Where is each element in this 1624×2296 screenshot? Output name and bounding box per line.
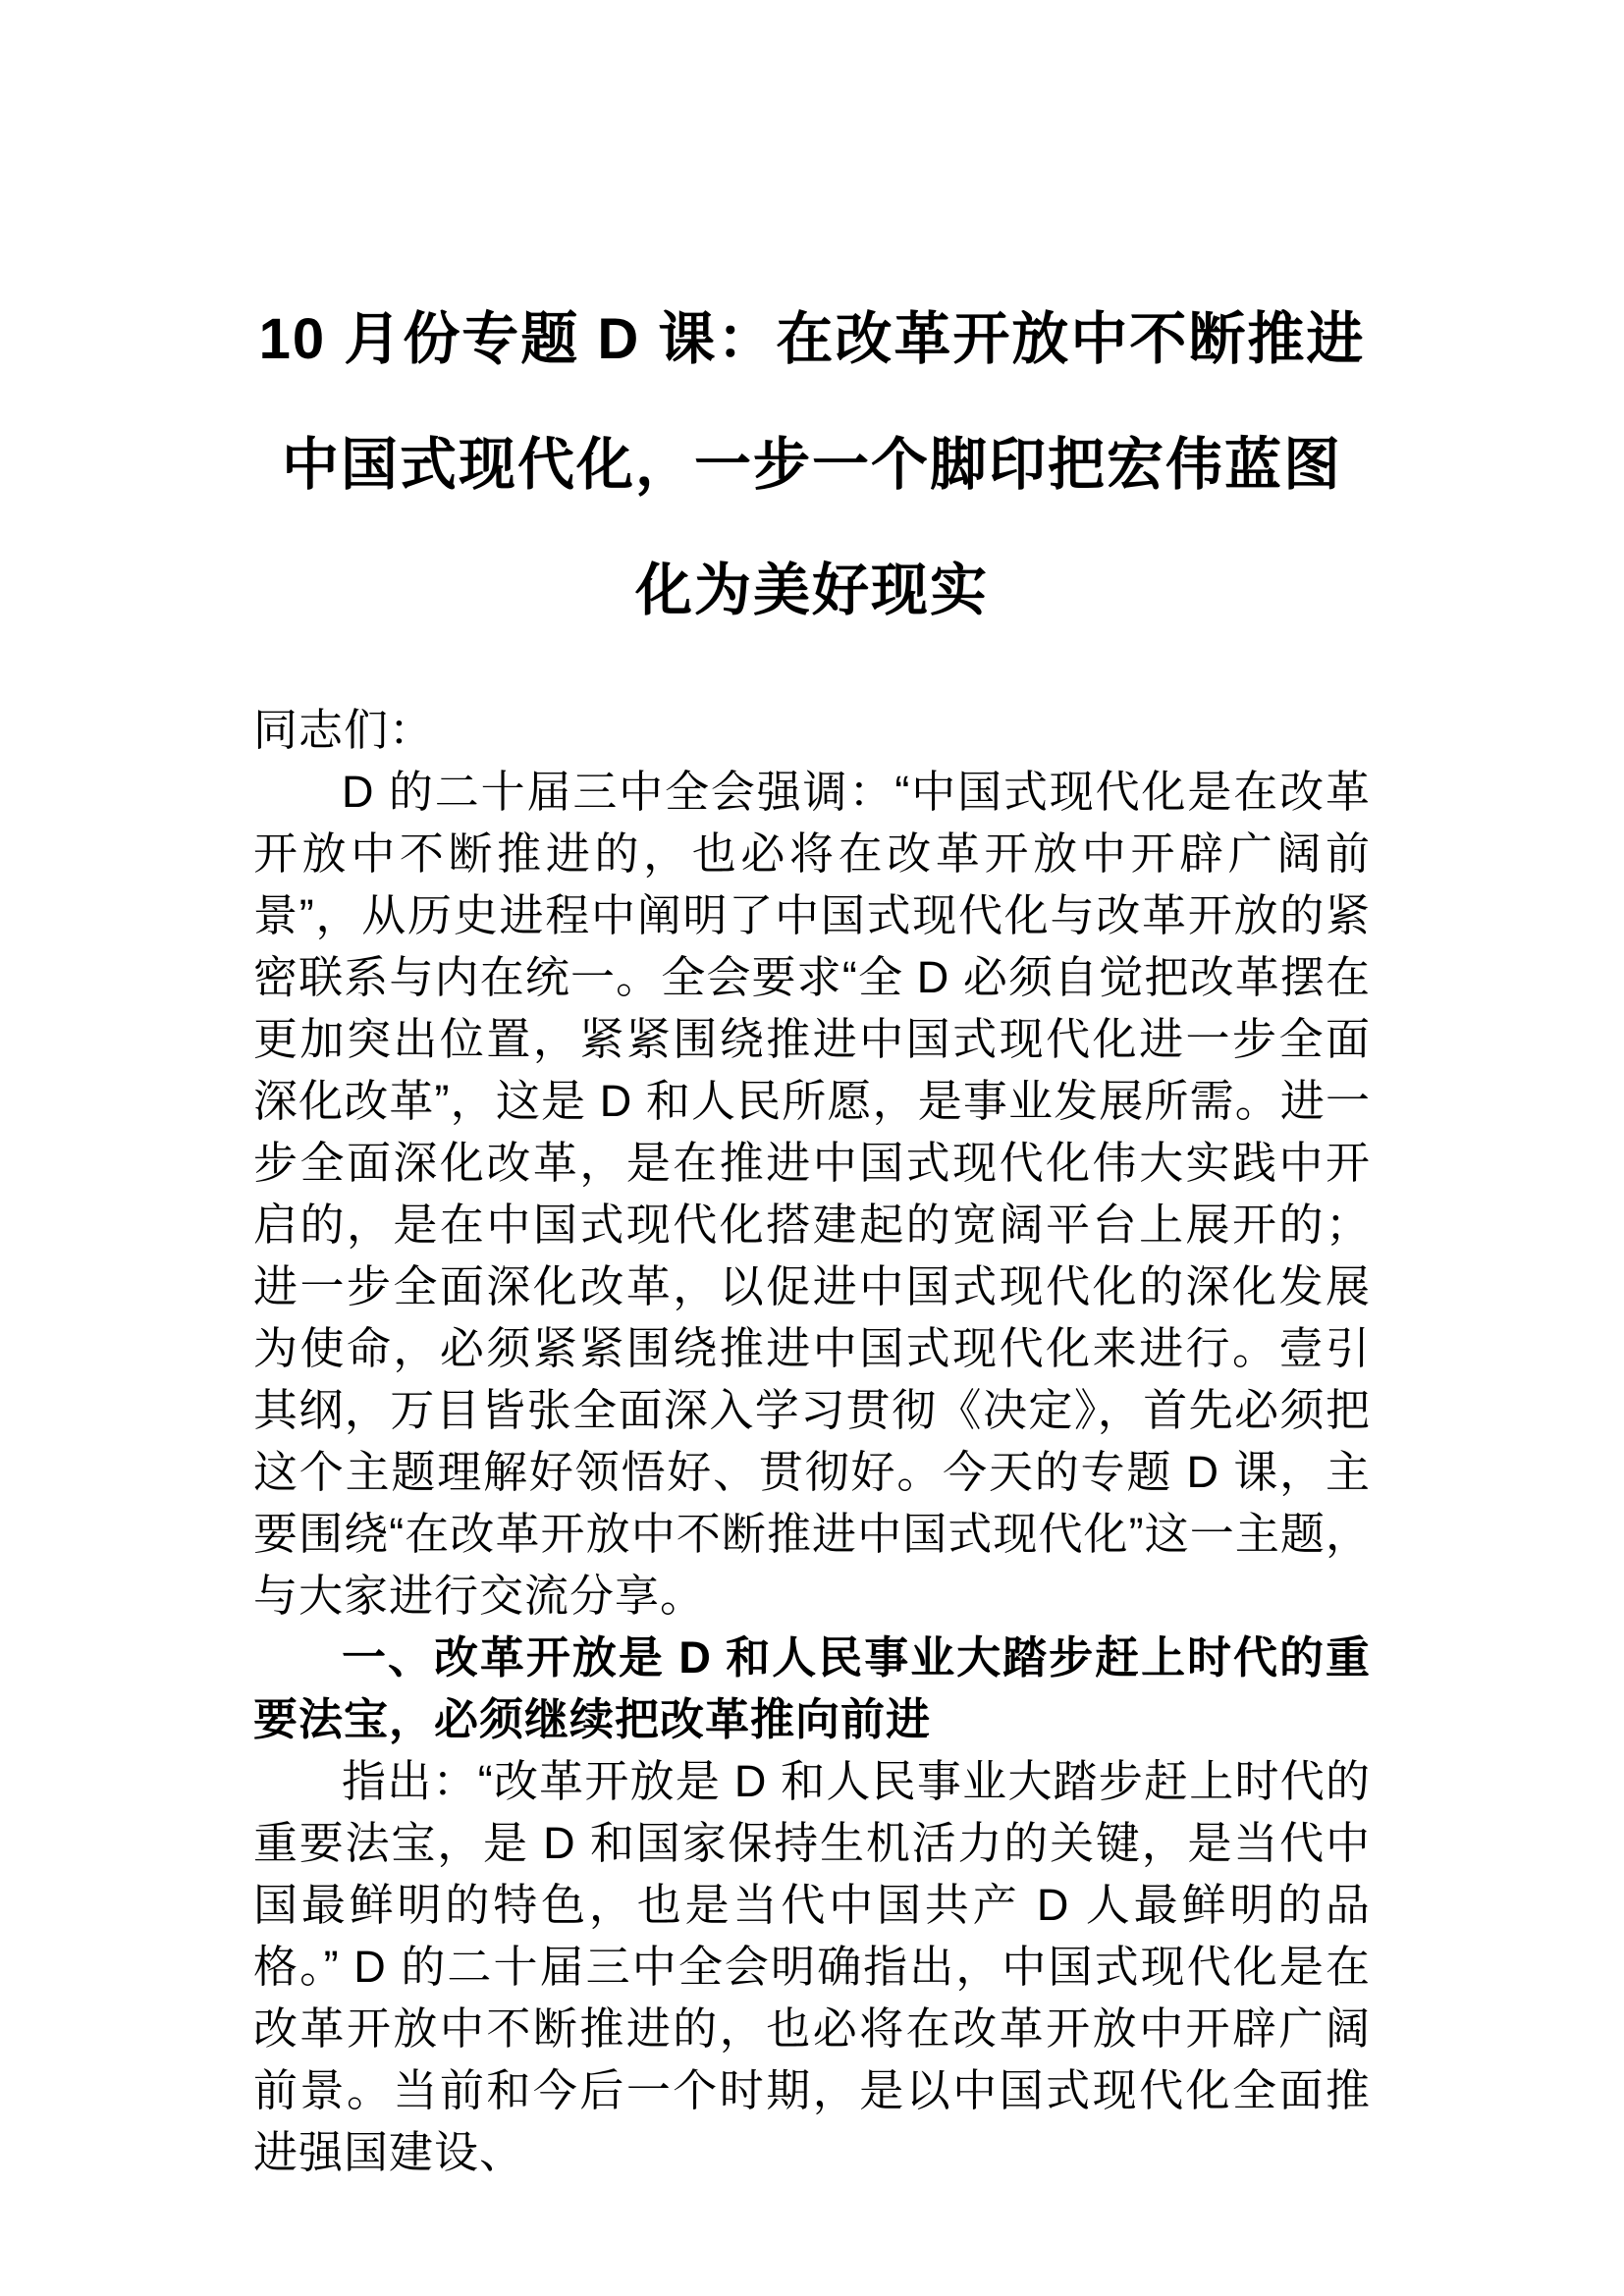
salutation: 同志们： (253, 705, 435, 755)
title-line-3: 化为美好现实 (634, 559, 989, 622)
body-paragraph-1: D 的二十届三中全会强调：“中国式现代化是在改革开放中不断推进的，也必将在改革开放中开辟广阔前景”，从历史进程中阐明了中国式现代化与改革开放的紧密联系与内在统一。全会要求“全 D 必须自觉把改革摆在更加突出位置，紧紧围绕推进中国式现代化进一步全面深化改革”，这是 D 和人民所愿，是事业发展所需。进一步全面深化改革，是在推进中国式现代化伟大实践中开启的，是在中国式现代化搭建起的宽阔平台上展开的；进一步全面深化改革，以促进中国式现代化的深化发展为使命，必须紧紧围绕推进中国式现代化来进行。壹引其纲，万目皆张全面深入学习贯彻《决定》，首先必须把这个主题理解好领悟好、贯彻好。今天的专题 D 课，主要围绕“在改革开放中不断推进中国式现代化”这一主题，与大家进行交流分享。 (253, 767, 1371, 1621)
document-title (253, 277, 1371, 654)
section-heading-1: 一、改革开放是 D 和人民事业大踏步赶上时代的重要法宝，必须继续把改革推向前进 (253, 1632, 1371, 1744)
document-body (253, 699, 1371, 2183)
body-paragraph-2: 指出：“改革开放是 D 和人民事业大踏步赶上时代的重要法宝，是 D 和国家保持生机活力的关键，是当代中国最鲜明的特色，也是当代中国共产 D 人最鲜明的品格。” D 的二十届三中全会明确指出，中国式现代化是在改革开放中不断推进的，也必将在改革开放中开辟广阔前景。当前和今后一个时期，是以中国式现代化全面推进强国建设、 (253, 1756, 1371, 2177)
title-line-2: 中国式现代化，一步一个脚印把宏伟蓝图 (281, 433, 1342, 497)
title-line-1: 10 月份专题 D 课：在改革开放中不断推进 (258, 307, 1366, 371)
